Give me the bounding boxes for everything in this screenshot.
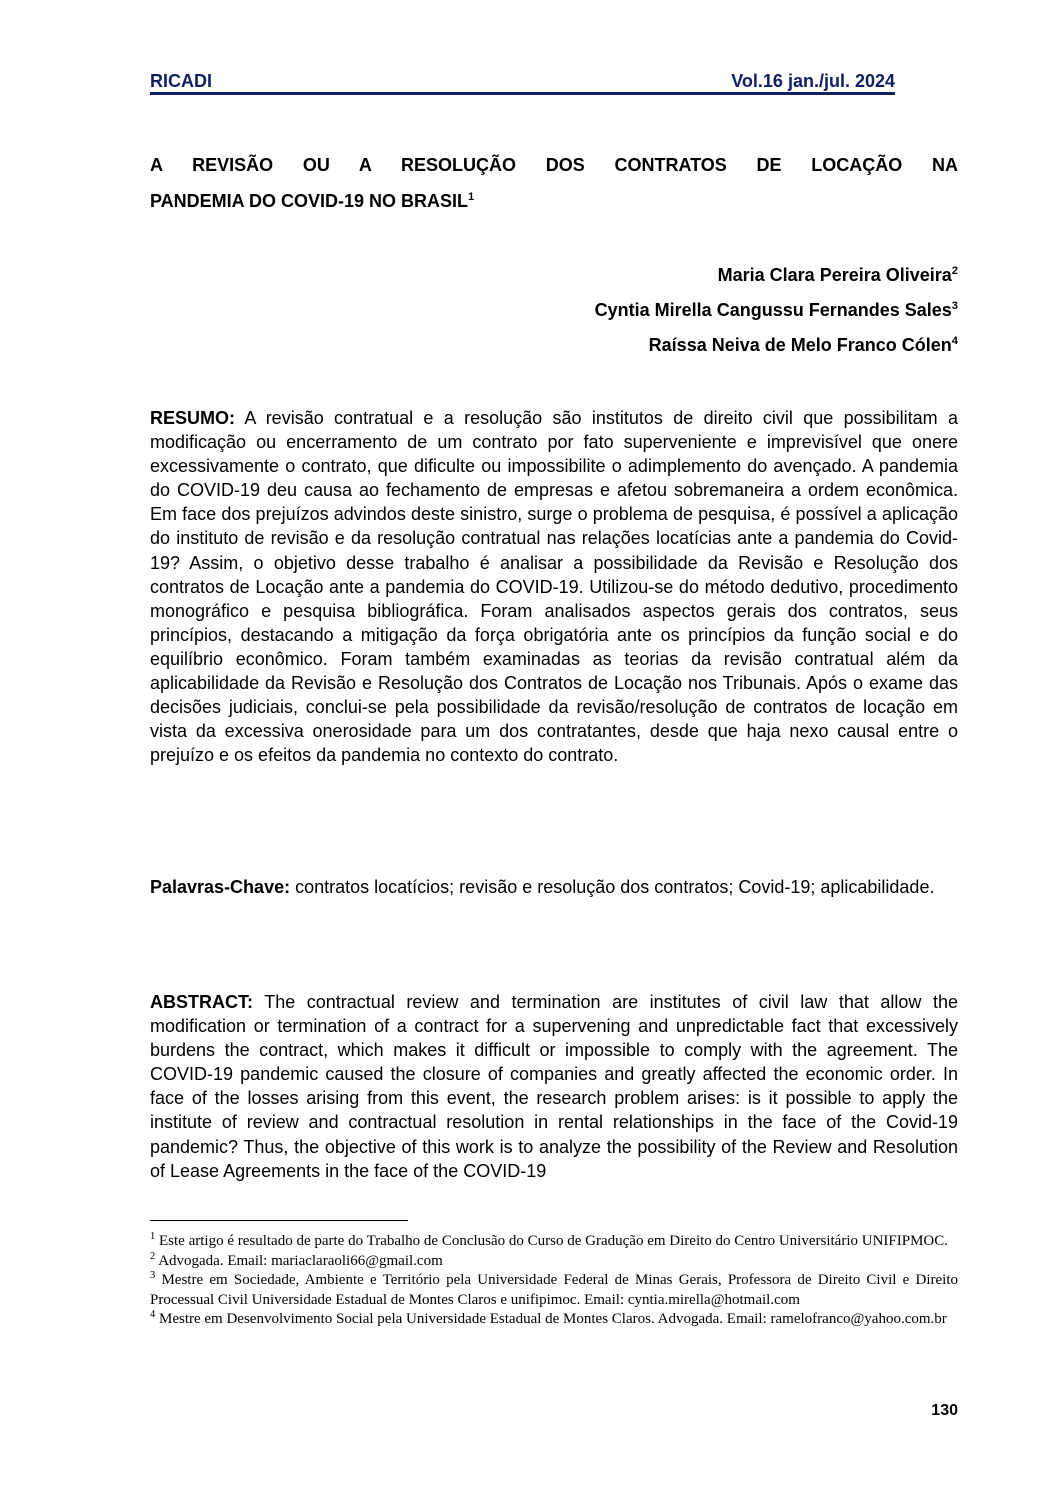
footnotes [150,1232,958,1330]
author [595,328,958,363]
footnote [150,1232,958,1252]
abstract-paragraph [150,990,958,1183]
footnote-text: Mestre em Desenvolvimento Social pela Universidade Estadual de Montes Claros. Advogada. Email: ramelofranco@yahoo.com.br [159,1311,947,1327]
author-footnote-ref[interactable]: 2 [951,265,958,277]
abstract-label: ABSTRACT: [150,992,253,1012]
footnote [150,1252,958,1272]
resumo-text: A revisão contratual e a resolução são institutos de direito civil que possibilitam a modificação ou encerramento de um contrato por fato superveniente e imprevisível que onere excessivamente o contrato, que dificulte ou impossibilite o adimplemento do avençado. A pandemia do COVID-19 deu causa ao fechamento de empresas e afetou sobremaneira a ordem econômica. Em face dos prejuízos advindos deste sinistro, surge o problema de pesquisa, é possível a aplicação do instituto de revisão e da resolução contratual nas relações locatícias ante a pandemia do Covid-19? Assim, o objetivo desse trabalho é analisar a possibilidade da Revisão e Resolução dos contratos de Locação ante a pandemia do COVID-19. Utilizou-se do método dedutivo, procedimento monográfico e pesquisa bibliográfica. Foram analisados aspectos gerais dos contratos, seus princípios, destacando a mitigação da força obrigatória ante os princípios da função social e do equilíbrio econômico. Foram também examinadas as teorias da revisão contratual além da aplicabilidade da Revisão e Resolução dos Contratos de Locação nos Tribunais. Após o exame das decisões judiciais, conclui-se pela possibilidade da revisão/resolução de contratos de locação em vista da excessiva onerosidade para um dos contratantes, desde que haja nexo causal entre o prejuízo e os efeitos da pandemia no contexto do contrato. [150,408,958,766]
footnote-number: 1 [150,1231,156,1242]
footnote-number: 2 [150,1250,156,1262]
author-footnote-ref[interactable]: 3 [951,300,958,312]
title-footnote-ref[interactable]: 1 [468,191,475,203]
article-title [150,147,958,219]
journal-name: RICADI [150,71,212,91]
title-line-2-text: PANDEMIA DO COVID-19 NO BRASIL [150,191,469,211]
volume-info: Vol.16 jan./jul. 2024 [731,71,895,91]
author-name: Cyntia Mirella Cangussu Fernandes Sales [594,300,952,320]
keywords-paragraph [150,875,958,899]
author-name: Maria Clara Pereira Oliveira [717,265,952,285]
footnote-text: Advogada. Email: mariaclaraoli66@gmail.com [158,1252,443,1269]
title-line-1: A REVISÃO OU A RESOLUÇÃO DOS CONTRATOS DE LOCAÇÃO NA [150,155,958,175]
footnote-separator [150,1220,408,1221]
footnote-text: Este artigo é resultado de parte do Trabalho de Conclusão do Curso de Gradução em Direito do Centro Universitário UNIFIPMOC. [159,1233,949,1249]
footnote [150,1271,958,1310]
page-number: 130 [931,1402,958,1419]
keywords-label: Palavras-Chave: [150,877,291,897]
footnote-number: 3 [150,1270,156,1281]
author-footnote-ref[interactable]: 4 [951,335,958,347]
title-line-2 [150,183,958,219]
author [595,258,958,293]
footnote-text: Mestre em Sociedade, Ambiente e Território pela Universidade Federal de Minas Gerais, Professora de Direito Civil e Direito Processual Civil Universidade Estadual de Montes Claros e unifipimoc. Email: cyntia.mirella@hotmail.com [150,1272,958,1308]
keywords-text: contratos locatícios; revisão e resolução dos contratos; Covid-19; aplicabilidade. [295,877,935,897]
author [595,293,958,328]
footnote-number: 4 [150,1309,156,1320]
resumo-label: RESUMO: [150,408,235,428]
footnote [150,1310,958,1330]
running-header [150,66,895,95]
author-name: Raíssa Neiva de Melo Franco Cólen [648,335,952,355]
abstract-text: The contractual review and termination are institutes of civil law that allow the modification or termination of a contract for a supervening and unpredictable fact that excessively burdens the contract, which makes it difficult or impossible to comply with the agreement. The COVID-19 pandemic caused the closure of companies and greatly affected the economic order. In face of the losses arising from this event, the research problem arises: is it possible to apply the institute of review and contractual resolution in rental relationships in the face of the Covid-19 pandemic? Thus, the objective of this work is to analyze the possibility of the Review and Resolution of Lease Agreements in the face of the COVID-19 [150,992,958,1181]
author-list [595,258,958,363]
resumo-paragraph [150,406,958,767]
